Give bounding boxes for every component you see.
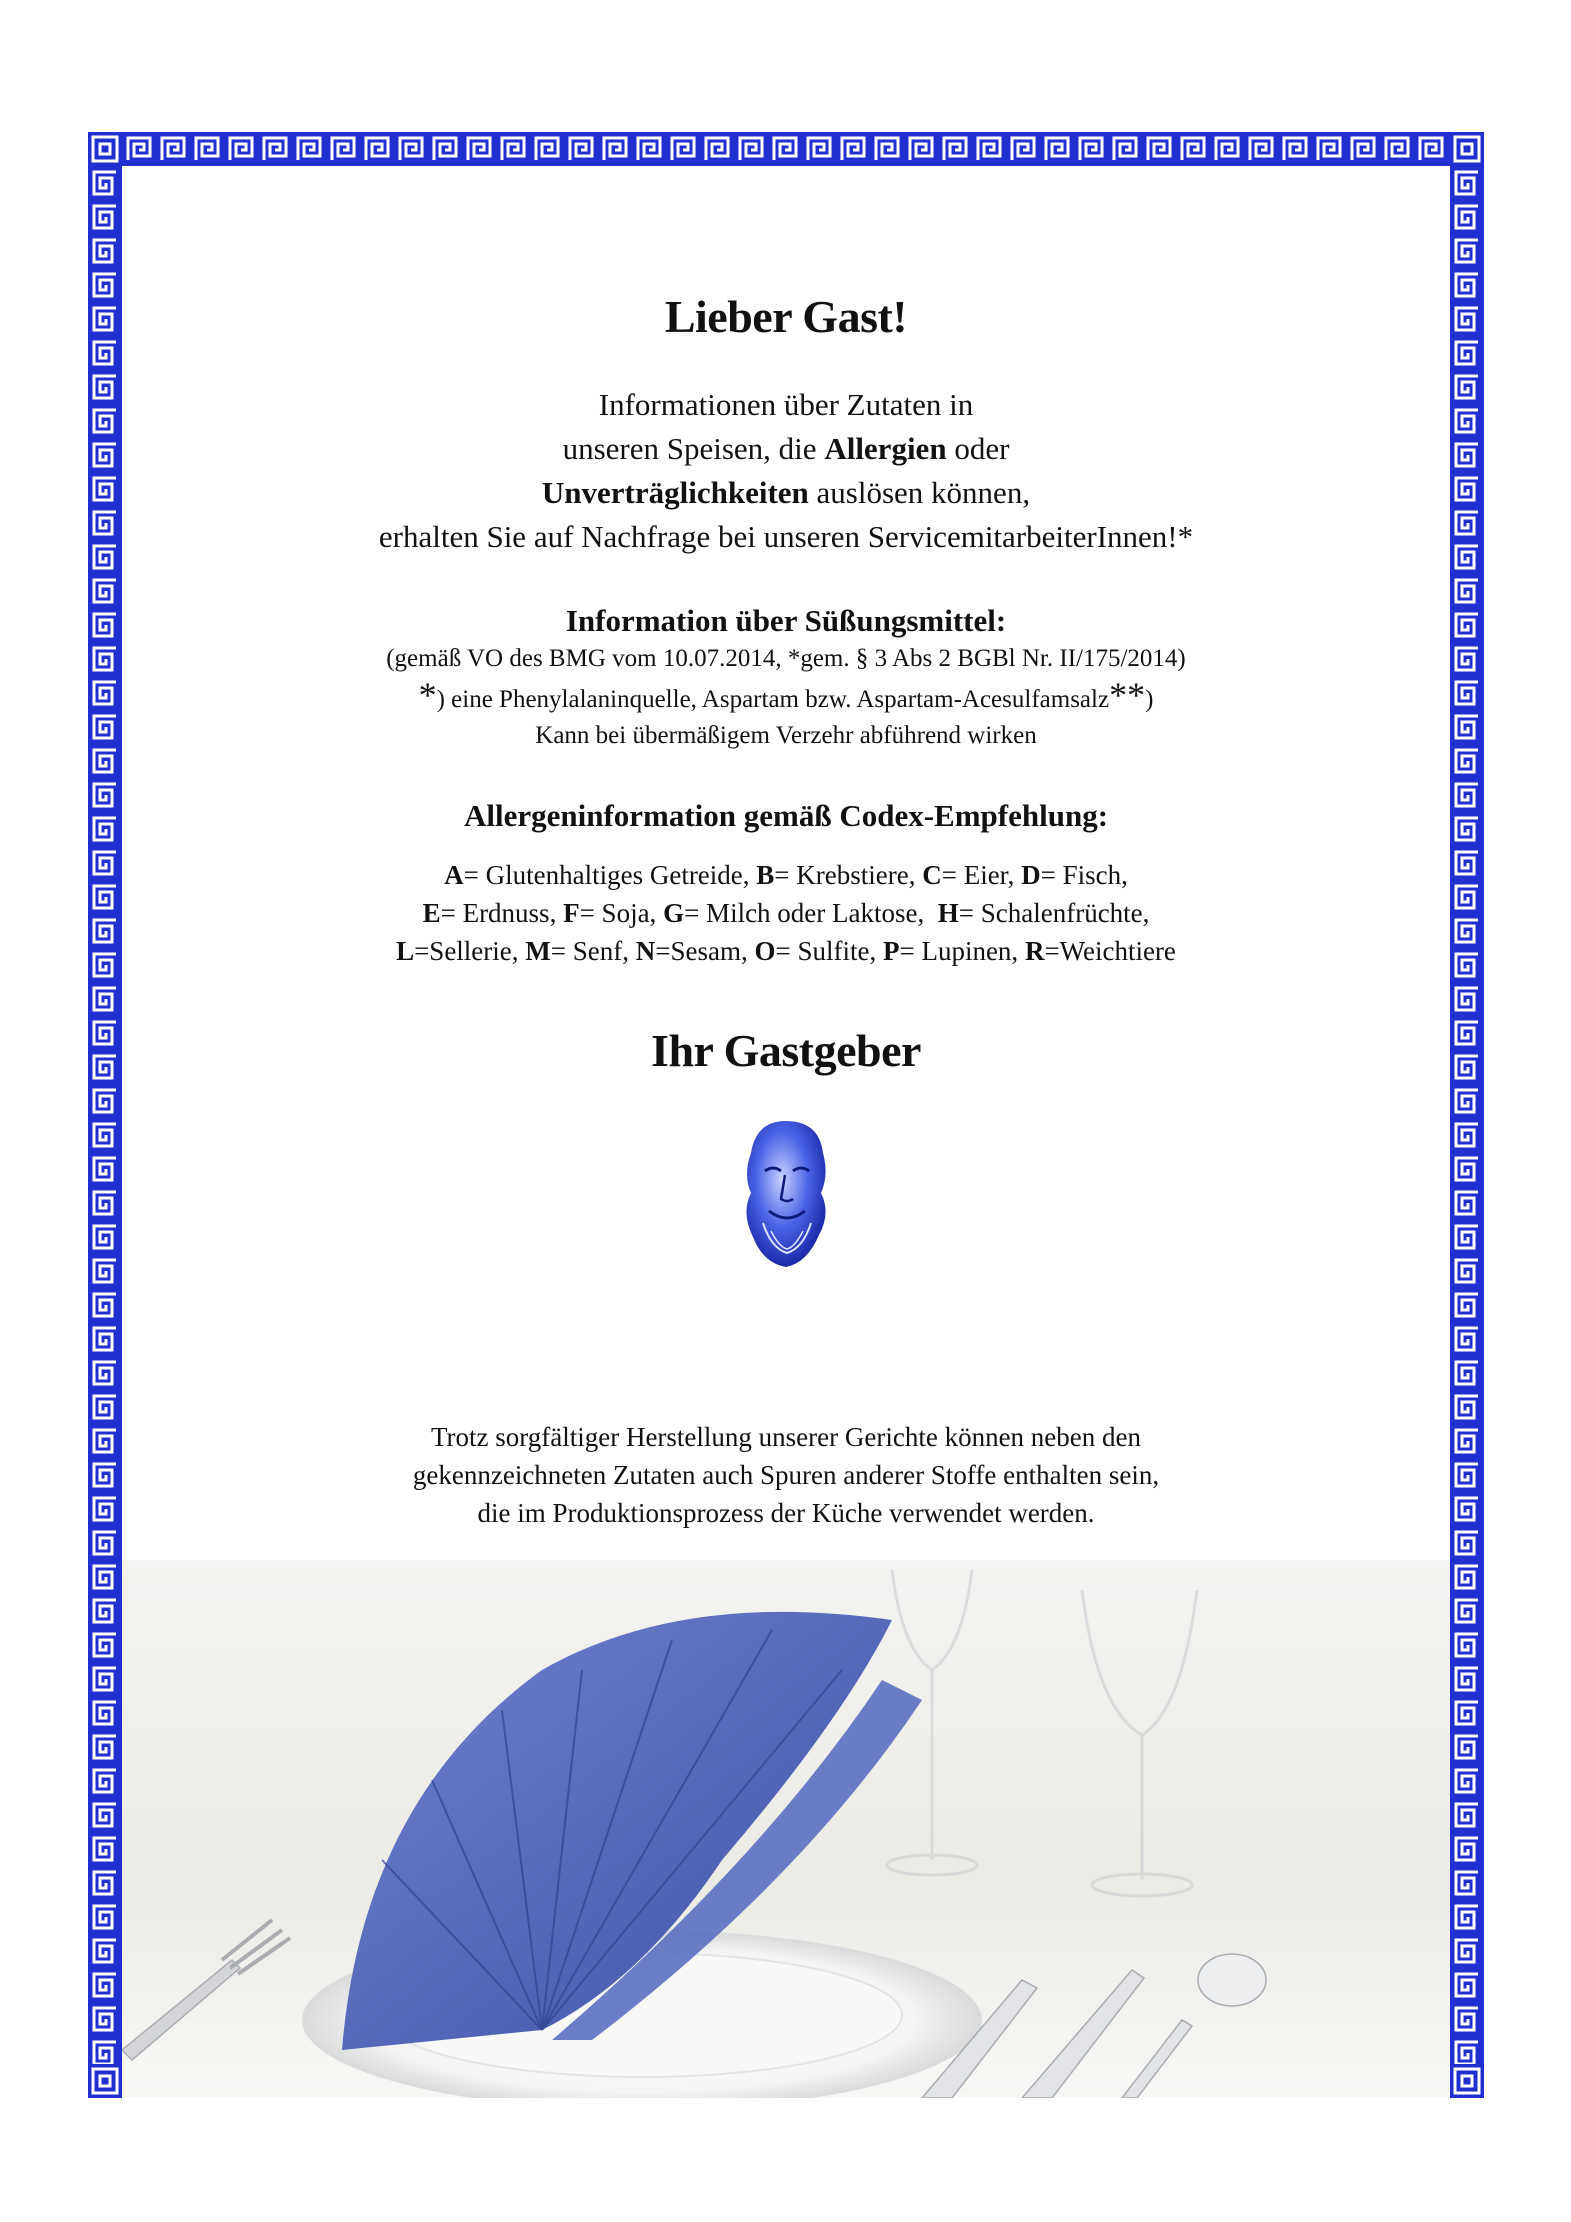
allergen-code: L <box>396 936 415 966</box>
allergen-code: A <box>444 860 464 890</box>
border-top <box>88 132 1484 166</box>
allergen-text: = Senf, <box>550 936 636 966</box>
intro-text-span: unseren Speisen, die <box>562 431 825 466</box>
page-title: Lieber Gast! <box>664 291 908 342</box>
disclaimer-line: Trotz sorgfältiger Herstellung unserer Gerichte können neben den <box>430 1422 1142 1452</box>
allergen-code: F <box>563 898 580 928</box>
allergens-line <box>140 894 1432 932</box>
intro-line <box>140 471 1432 515</box>
intro-text <box>140 383 1432 559</box>
sweeteners-regulation: (gemäß VO des BMG vom 10.07.2014, *gem. § 3 Abs 2 BGBl Nr. II/175/2014) <box>386 645 1186 672</box>
allergens-line <box>140 932 1432 970</box>
allergen-code: D <box>1021 860 1041 890</box>
allergen-code: M <box>525 936 551 966</box>
border-left <box>88 132 122 2098</box>
main-content <box>140 240 1432 1273</box>
allergen-text: =Weichtiere <box>1044 936 1176 966</box>
allergen-code: C <box>922 860 942 890</box>
allergen-text: =Sellerie, <box>414 936 526 966</box>
intro-text-span: auslösen können, <box>808 475 1031 510</box>
allergen-text: = Fisch, <box>1040 860 1128 890</box>
allergen-code: B <box>756 860 775 890</box>
allergen-text: = Sulfite, <box>775 936 883 966</box>
intro-bold: Unverträglichkeiten <box>541 475 809 510</box>
intro-text-span: oder <box>946 431 1010 466</box>
allergens-line <box>140 856 1432 894</box>
intro-bold: Allergien <box>824 431 947 466</box>
allergen-code: R <box>1024 936 1045 966</box>
asterisk: ** <box>1109 675 1146 715</box>
allergen-text: = Schalenfrüchte, <box>958 898 1150 928</box>
allergen-code: H <box>937 898 959 928</box>
socrates-bust-icon <box>721 1113 851 1273</box>
allergen-text: = Eier, <box>941 860 1022 890</box>
note-text: ) <box>1145 686 1154 713</box>
note-text: ) eine Phenylalaninquelle, Aspartam bzw. Aspartam-Acesulfamsalz <box>436 686 1110 713</box>
allergen-text: = Glutenhaltiges Getreide, <box>463 860 757 890</box>
sweeteners-note-1 <box>140 677 1432 718</box>
disclaimer-text <box>140 1418 1432 1532</box>
allergens-list <box>140 856 1432 970</box>
border-corner-icon <box>88 132 122 166</box>
allergen-code: O <box>754 936 776 966</box>
asterisk: * <box>418 675 437 715</box>
disclaimer-line: gekennzeichneten Zutaten auch Spuren anderer Stoffe enthalten sein, <box>412 1460 1160 1490</box>
sweeteners-note-2: Kann bei übermäßigem Verzehr abführend wirken <box>535 722 1037 749</box>
intro-line: Informationen über Zutaten in <box>598 387 974 422</box>
allergen-text: =Sesam, <box>655 936 755 966</box>
host-signature: Ihr Gastgeber <box>651 1025 921 1076</box>
allergen-code: G <box>663 898 685 928</box>
table-setting-photo <box>122 1560 1450 2098</box>
intro-line <box>140 427 1432 471</box>
intro-line: erhalten Sie auf Nachfrage bei unseren ServicemitarbeiterInnen!* <box>378 519 1194 554</box>
allergen-text: = Milch oder Laktose, <box>684 898 938 928</box>
allergen-text: = Erdnuss, <box>440 898 564 928</box>
allergen-code: N <box>635 936 656 966</box>
allergens-heading: Allergeninformation gemäß Codex-Empfehlung: <box>463 798 1109 833</box>
allergen-text: = Krebstiere, <box>774 860 923 890</box>
border-corner-icon <box>1450 132 1484 166</box>
border-corner-icon <box>1450 2064 1484 2098</box>
allergen-text: = Lupinen, <box>899 936 1025 966</box>
allergen-text: = Soja, <box>579 898 664 928</box>
border-right <box>1450 132 1484 2098</box>
allergen-code: E <box>422 898 441 928</box>
allergen-code: P <box>882 936 900 966</box>
sweeteners-heading: Information über Süßungsmittel: <box>565 603 1007 638</box>
disclaimer-line: die im Produktionsprozess der Küche verwendet werden. <box>477 1498 1095 1528</box>
border-corner-icon <box>88 2064 122 2098</box>
